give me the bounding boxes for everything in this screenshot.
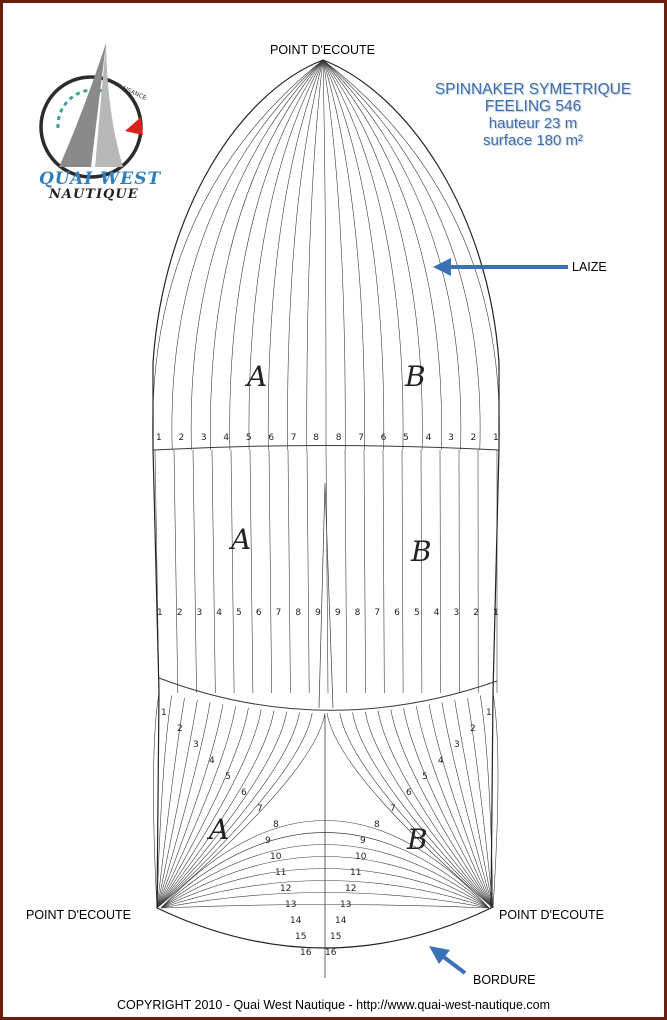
middle-seam-6	[269, 450, 272, 693]
title-block	[415, 81, 651, 149]
panel-number-row1: 8	[335, 433, 342, 443]
middle-seam-1	[174, 450, 178, 693]
logo-sail-shade	[95, 43, 123, 167]
upper-seam-11	[323, 60, 365, 450]
panel-number-row1: 4	[425, 433, 432, 443]
upper-seam-8	[307, 60, 323, 450]
logo-flag-icon	[125, 117, 143, 135]
panel-number-row3-right: 10	[355, 852, 367, 862]
lower-left-seam-11	[157, 712, 299, 908]
middle-seam-10	[345, 450, 347, 693]
quai-west-logo	[39, 43, 161, 202]
middle-seam-14	[421, 450, 422, 693]
panel-number-row3-left: 2	[177, 724, 183, 734]
panel-number-row3-left: 5	[225, 772, 231, 782]
center-split	[319, 483, 333, 708]
panel-number-row3-right: 13	[340, 900, 352, 910]
title-line-3: hauteur 23 m	[488, 115, 578, 132]
lower-right-seam-7	[404, 708, 493, 908]
panel-number-row1: 3	[448, 433, 454, 443]
panel-number-row2: 7	[275, 608, 282, 618]
middle-seam-13	[402, 450, 403, 693]
panel-number-row2: 1	[157, 608, 163, 618]
panel-number-row3-right: 4	[438, 756, 444, 766]
panel-number-row3-right: 14	[335, 916, 347, 926]
panel-number-row1: 2	[470, 433, 477, 443]
panel-number-row2: 5	[236, 608, 242, 618]
panel-number-row2: 8	[295, 608, 302, 618]
panel-number-row2: 2	[473, 608, 479, 618]
upper-seam-7	[287, 60, 323, 450]
panel-number-row3-left: 6	[241, 788, 247, 798]
panel-number-row1: 5	[403, 433, 409, 443]
middle-seam-8	[307, 450, 309, 693]
panel-number-row2: 3	[196, 608, 203, 618]
panel-number-row2: 8	[354, 608, 361, 618]
zone-b-label-mid: B	[411, 535, 432, 568]
upper-seam-0	[153, 60, 323, 450]
panel-number-row3-right: 11	[350, 868, 362, 878]
panel-number-row3-left: 15	[295, 932, 307, 942]
panel-number-row2: 5	[413, 608, 420, 618]
middle-seam-11	[364, 450, 366, 693]
copyright-text: COPYRIGHT 2010 - Quai West Nautique - http://www.quai-west-nautique.com	[116, 998, 551, 1012]
panel-number-row3-right: 9	[360, 836, 366, 846]
panel-number-row3-right: 7	[390, 804, 396, 814]
lower-left-seam-12	[157, 713, 312, 908]
foot-arrow-shaft	[441, 955, 465, 973]
panel-number-row1: 1	[493, 433, 499, 443]
panel-number-row1: 6	[380, 433, 387, 443]
lower-right-seam-4	[442, 702, 493, 908]
panel-number-row2: 1	[493, 608, 499, 618]
panel-number-row3-left: 11	[275, 868, 287, 878]
panel-number-row2: 4	[433, 608, 440, 618]
middle-seam-9	[326, 450, 328, 693]
panel-number-row1: 5	[245, 433, 252, 443]
title-line-2: FEELING 546	[484, 98, 582, 115]
panel-number-row3-left: 13	[285, 900, 297, 910]
upper-seam-4	[230, 60, 323, 450]
upper-seam-9	[323, 60, 326, 450]
zone-a-label-bottom: A	[209, 813, 230, 846]
panel-number-row3-left: 4	[209, 756, 215, 766]
logo-tagline: NAUTIQUE	[49, 187, 139, 202]
middle-seam-3	[212, 450, 215, 693]
zone-a-label-top: A	[247, 360, 268, 393]
panel-number-row3-left: 10	[270, 852, 282, 862]
clew-left-label: POINT D'ECOUTE	[26, 908, 131, 922]
panel-number-row2: 9	[334, 608, 341, 618]
seam-arrow-head	[433, 258, 451, 276]
seam-label: LAIZE	[572, 260, 607, 274]
panel-number-row3-right: 12	[345, 884, 357, 894]
upper-seam-12	[323, 60, 384, 450]
panel-number-row3-left: 7	[257, 804, 263, 814]
panel-number-row3-right: 8	[374, 820, 380, 830]
upper-seam-13	[323, 60, 403, 450]
foot-label: BORDURE	[473, 973, 536, 987]
panel-number-row1: 6	[268, 433, 275, 443]
panel-number-row3-left: 14	[290, 916, 302, 926]
title-line-4: surface 180 m²	[482, 132, 584, 149]
panel-number-row2: 3	[453, 608, 460, 618]
head-label: POINT D'ECOUTE	[270, 43, 375, 57]
panel-number-row3-right: 6	[406, 788, 412, 798]
middle-seam-5	[250, 450, 253, 693]
panel-number-row3-right: 1	[486, 708, 492, 718]
upper-seam-6	[268, 60, 323, 450]
title-line-1: SPINNAKER SYMETRIQUE	[434, 81, 632, 98]
panel-number-row3-left: 12	[280, 884, 292, 894]
middle-seam-2	[193, 450, 197, 693]
panel-number-row1: 7	[358, 433, 364, 443]
logo-arc-text: PLAISANCE	[114, 81, 148, 102]
panel-number-row3-left: 3	[193, 740, 199, 750]
panel-number-row1: 3	[200, 433, 207, 443]
image-frame	[3, 3, 664, 1017]
middle-seam-12	[383, 450, 384, 693]
clew-right-label: POINT D'ECOUTE	[499, 908, 604, 922]
panel-number-row3-right: 16	[325, 948, 337, 958]
panel-number-row1: 4	[223, 433, 230, 443]
panel-seams	[153, 60, 500, 978]
zone-b-label-top: B	[405, 360, 426, 393]
panel-number-row2: 6	[394, 608, 400, 618]
panel-number-row3-right: 2	[470, 724, 476, 734]
panel-number-row3-right: 5	[422, 772, 428, 782]
lower-right-seam-11	[353, 712, 493, 908]
panel-number-row1: 8	[313, 433, 320, 443]
panel-number-row3-left: 9	[265, 836, 271, 846]
panel-number-row3-left: 1	[161, 708, 167, 718]
sail-plan-diagram	[3, 3, 664, 1017]
panel-number-row3-left: 16	[300, 948, 312, 958]
panel-number-row2: 9	[315, 608, 321, 618]
panel-number-row2: 6	[255, 608, 262, 618]
panel-number-row2: 4	[216, 608, 223, 618]
middle-seam-4	[231, 450, 234, 693]
panel-number-row2: 7	[374, 608, 381, 618]
panel-number-row1: 1	[156, 433, 162, 443]
zone-b-label-bottom: B	[407, 823, 428, 856]
panel-number-row1: 7	[290, 433, 297, 443]
panel-number-row3-left: 8	[273, 820, 279, 830]
middle-seam-15	[440, 450, 441, 693]
zone-a-label-mid: A	[231, 523, 252, 556]
middle-seam-7	[288, 450, 290, 693]
logo-brand: QUAI WEST	[39, 169, 162, 189]
panel-number-row3-right: 3	[454, 740, 460, 750]
upper-seam-10	[323, 60, 345, 450]
panel-number-row1: 2	[178, 433, 185, 443]
panel-number-row2: 2	[176, 608, 183, 618]
panel-number-row3-right: 15	[330, 932, 342, 942]
lower-right-seam-0	[493, 693, 498, 908]
